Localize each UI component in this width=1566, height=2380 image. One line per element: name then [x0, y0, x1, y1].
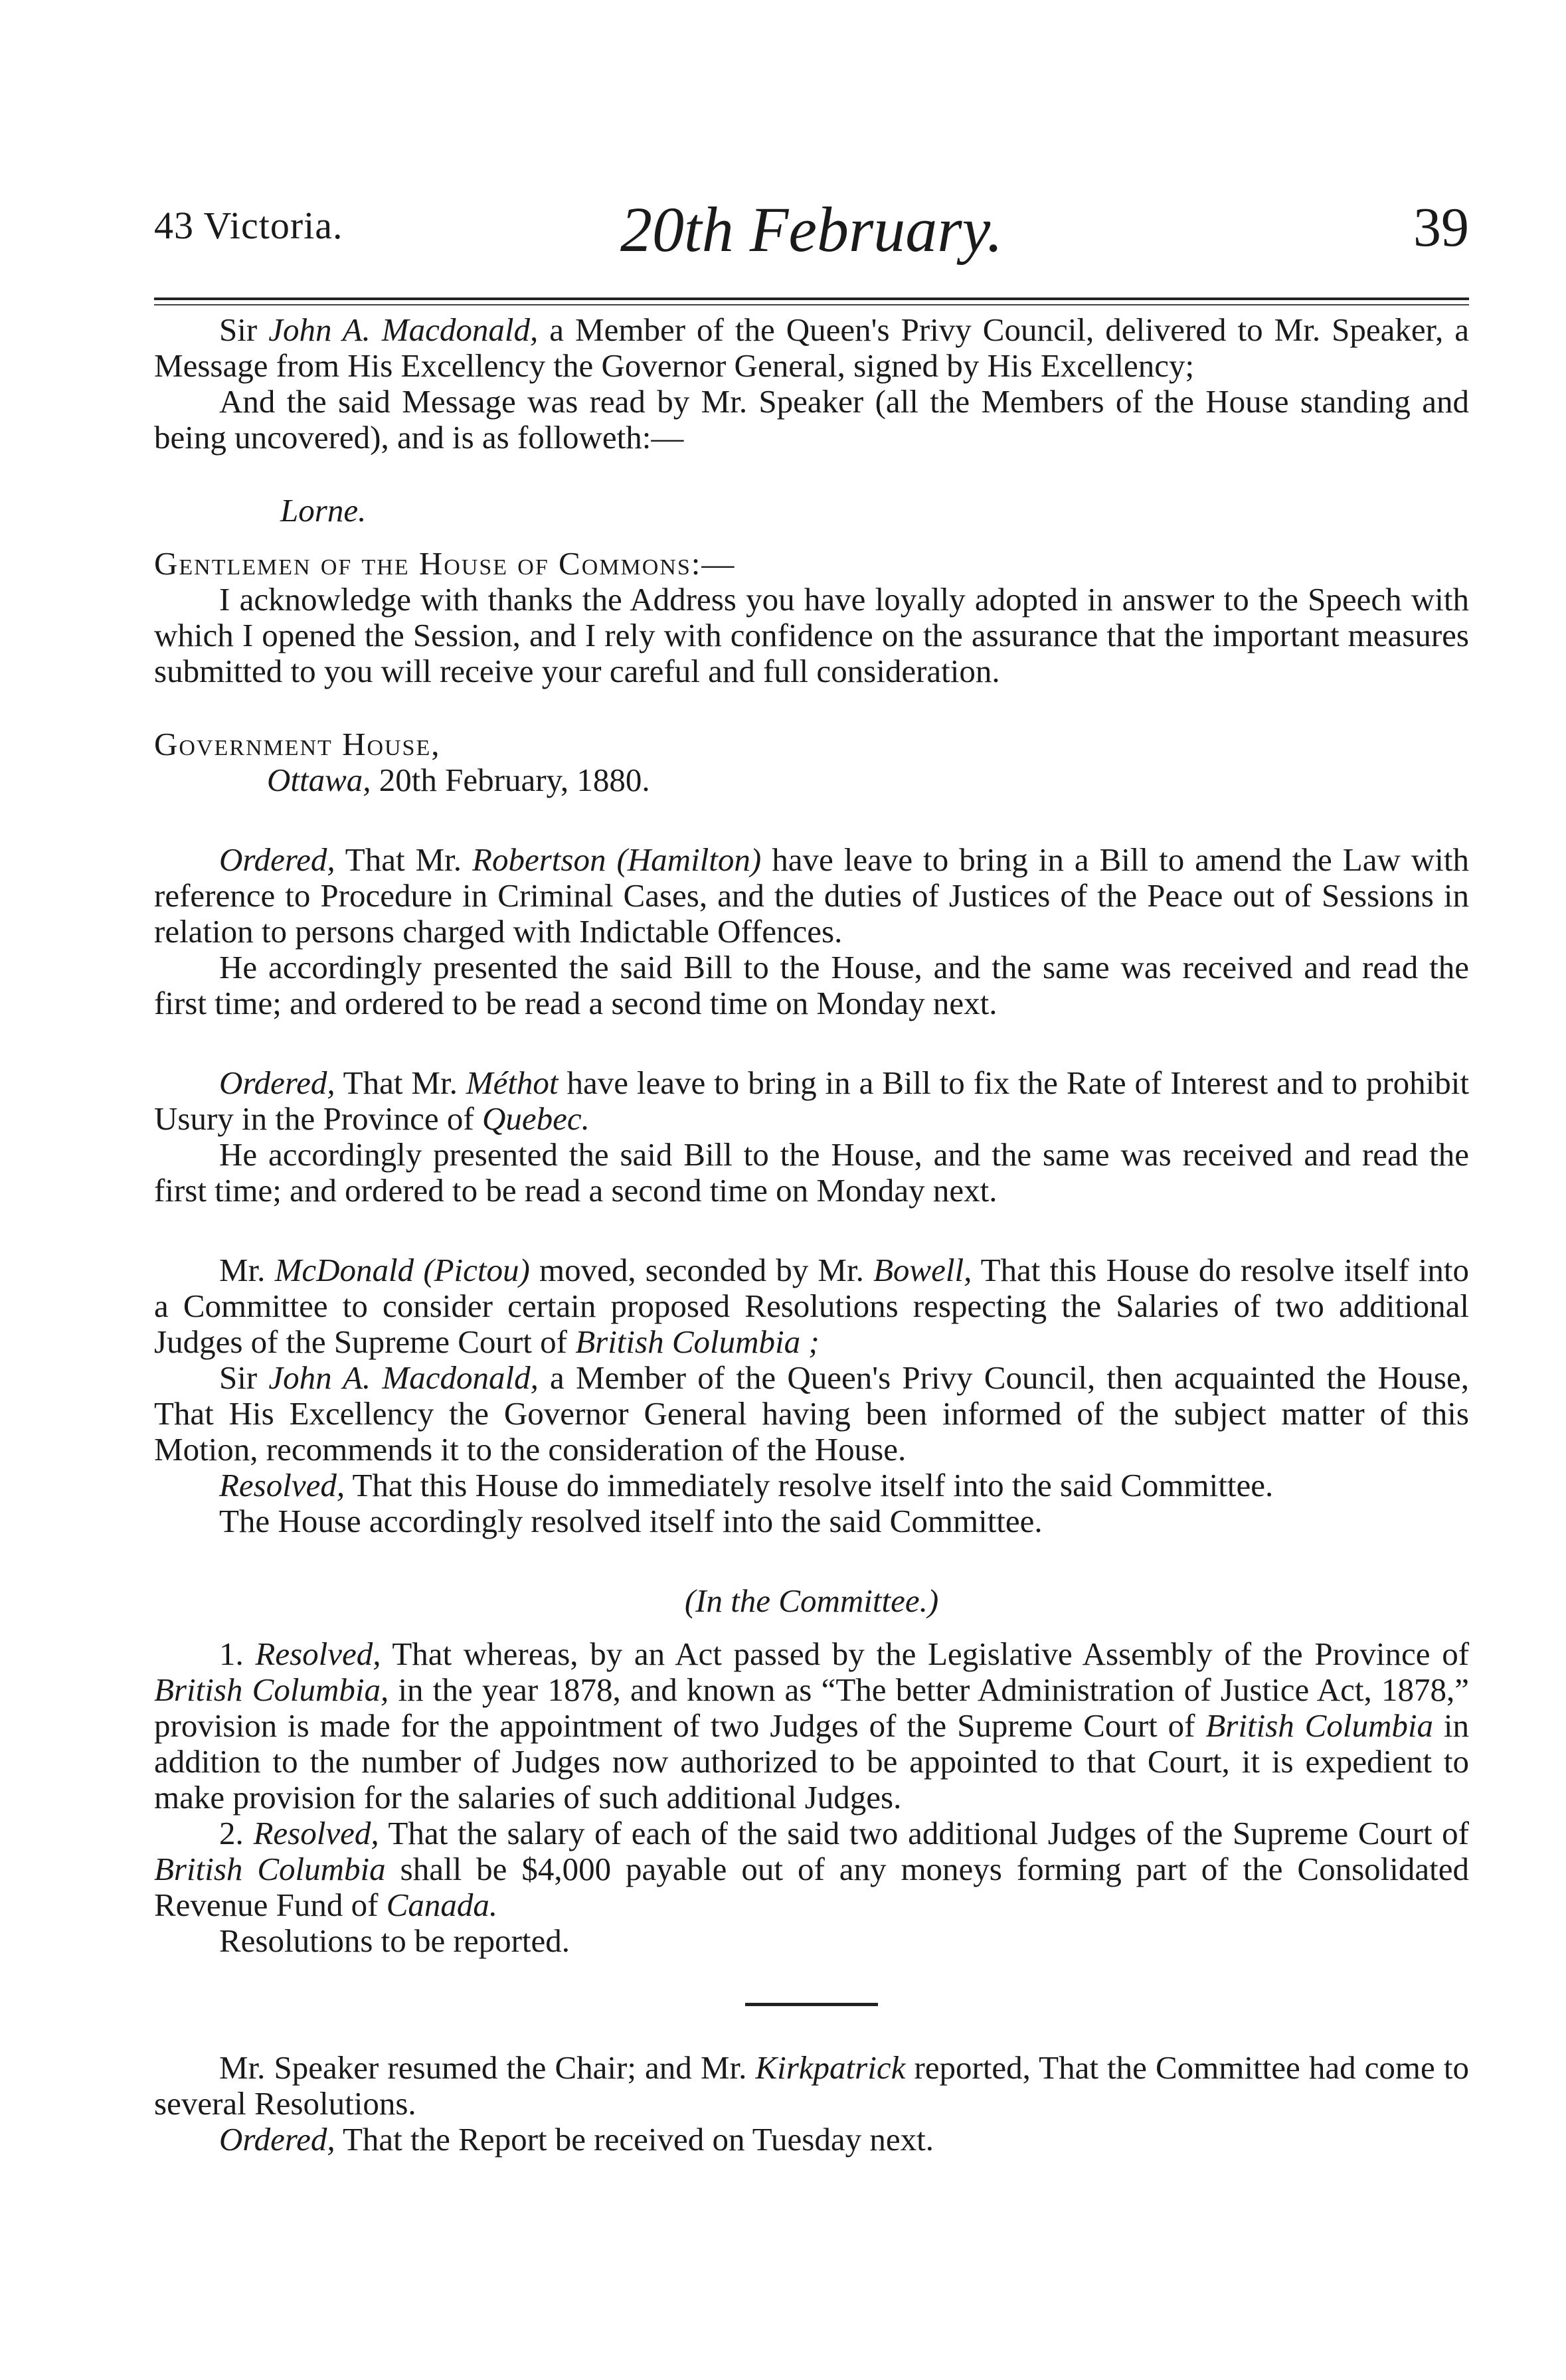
resolution-2: 2. Resolved, That the salary of each of the said two additional Judges of the Supreme Court of British Columbia shall be $4,000 payable out of any moneys forming part of the Consolidated Revenue Fund of Canada.	[154, 1815, 1470, 1923]
page-body	[154, 312, 1469, 2158]
bill1-leave: Ordered, That Mr. Robertson (Hamilton) have leave to bring in a Bill to amend the Law with reference to Procedure in Criminal Cases, and the duties of Justices of the Peace out of Sessions in relation to persons charged with Indictable Offences.	[154, 841, 1469, 950]
page-number: 39	[1413, 197, 1469, 258]
bill1-presented: He accordingly presented the said Bill to the House, and the same was received and read the first time; and ordered to be read a second time on Monday next.	[154, 949, 1469, 1021]
crown-recommendation: Sir John A. Macdonald, a Member of the Queen's Privy Council, then acquainted the House, That His Excellency the Governor General having been informed of the subject matter of this Motion, recommends it to the consideration of the House.	[154, 1359, 1469, 1468]
bill2-leave: Ordered, That Mr. Méthot have leave to bring in a Bill to fix the Rate of Interest and to prohibit Usury in the Province of Quebec.	[154, 1064, 1469, 1137]
message-text: I acknowledge with thanks the Address you have loyally adopted in answer to the Speech with which I opened the Session, and I rely with confidence on the assurance that the important measures submitted to you will receive your careful and full consideration.	[154, 581, 1469, 689]
speaker-resumed: Mr. Speaker resumed the Chair; and Mr. Kirkpatrick reported, That the Committee had come to several Resolutions.	[154, 2049, 1469, 2122]
message-read: And the said Message was read by Mr. Speaker (all the Members of the House standing and being uncovered), and is as followeth:—	[154, 383, 1469, 456]
message-origin-date: Ottawa, 20th February, 1880.	[267, 762, 650, 798]
governor-signature: Lorne.	[280, 492, 367, 529]
page-date-heading: 20th February.	[620, 194, 1003, 265]
report-order: Ordered, That the Report be received on Tuesday next.	[219, 2121, 934, 2158]
bill2-presented: He accordingly presented the said Bill to the House, and the same was received and read the first time; and ordered to be read a second time on Monday next.	[154, 1136, 1469, 1209]
page-header	[154, 193, 1469, 279]
committee-heading: (In the Committee.)	[684, 1582, 939, 1619]
header-rule	[154, 298, 1469, 300]
committee-resolution: Resolved, That this House do immediately resolve itself into the said Committee.	[219, 1467, 1274, 1503]
judges-motion: Mr. McDonald (Pictou) moved, seconded by Mr. Bowell, That this House do resolve itself into a Committee to consider certain proposed Resolutions respecting the Salaries of two additional Judges of the Supreme Court of British Columbia ;	[154, 1252, 1470, 1360]
resolution-1: 1. Resolved, That whereas, by an Act passed by the Legislative Assembly of the Province of British Columbia, in the year 1878, and known as “The better Administration of Justice Act, 1878,” provision is made for the appointment of two Judges of the Supreme Court of British Columbia in addition to the number of Judges now authorized to be appointed to that Court, it is expedient to make provision for the salaries of such additional Judges.	[154, 1636, 1470, 1816]
message-origin-house: Government House,	[154, 726, 441, 762]
house-in-committee: The House accordingly resolved itself into the said Committee.	[219, 1503, 1043, 1539]
regnal-year: 43 Victoria.	[154, 204, 343, 247]
resolutions-reported: Resolutions to be reported.	[219, 1922, 570, 1959]
message-salutation: Gentlemen of the House of Commons:—	[154, 545, 736, 582]
message-intro: Sir John A. Macdonald, a Member of the Queen's Privy Council, delivered to Mr. Speaker, a Message from His Excellency the Governor General, signed by His Excellency;	[154, 311, 1469, 384]
header-rule-thin	[154, 304, 1469, 305]
